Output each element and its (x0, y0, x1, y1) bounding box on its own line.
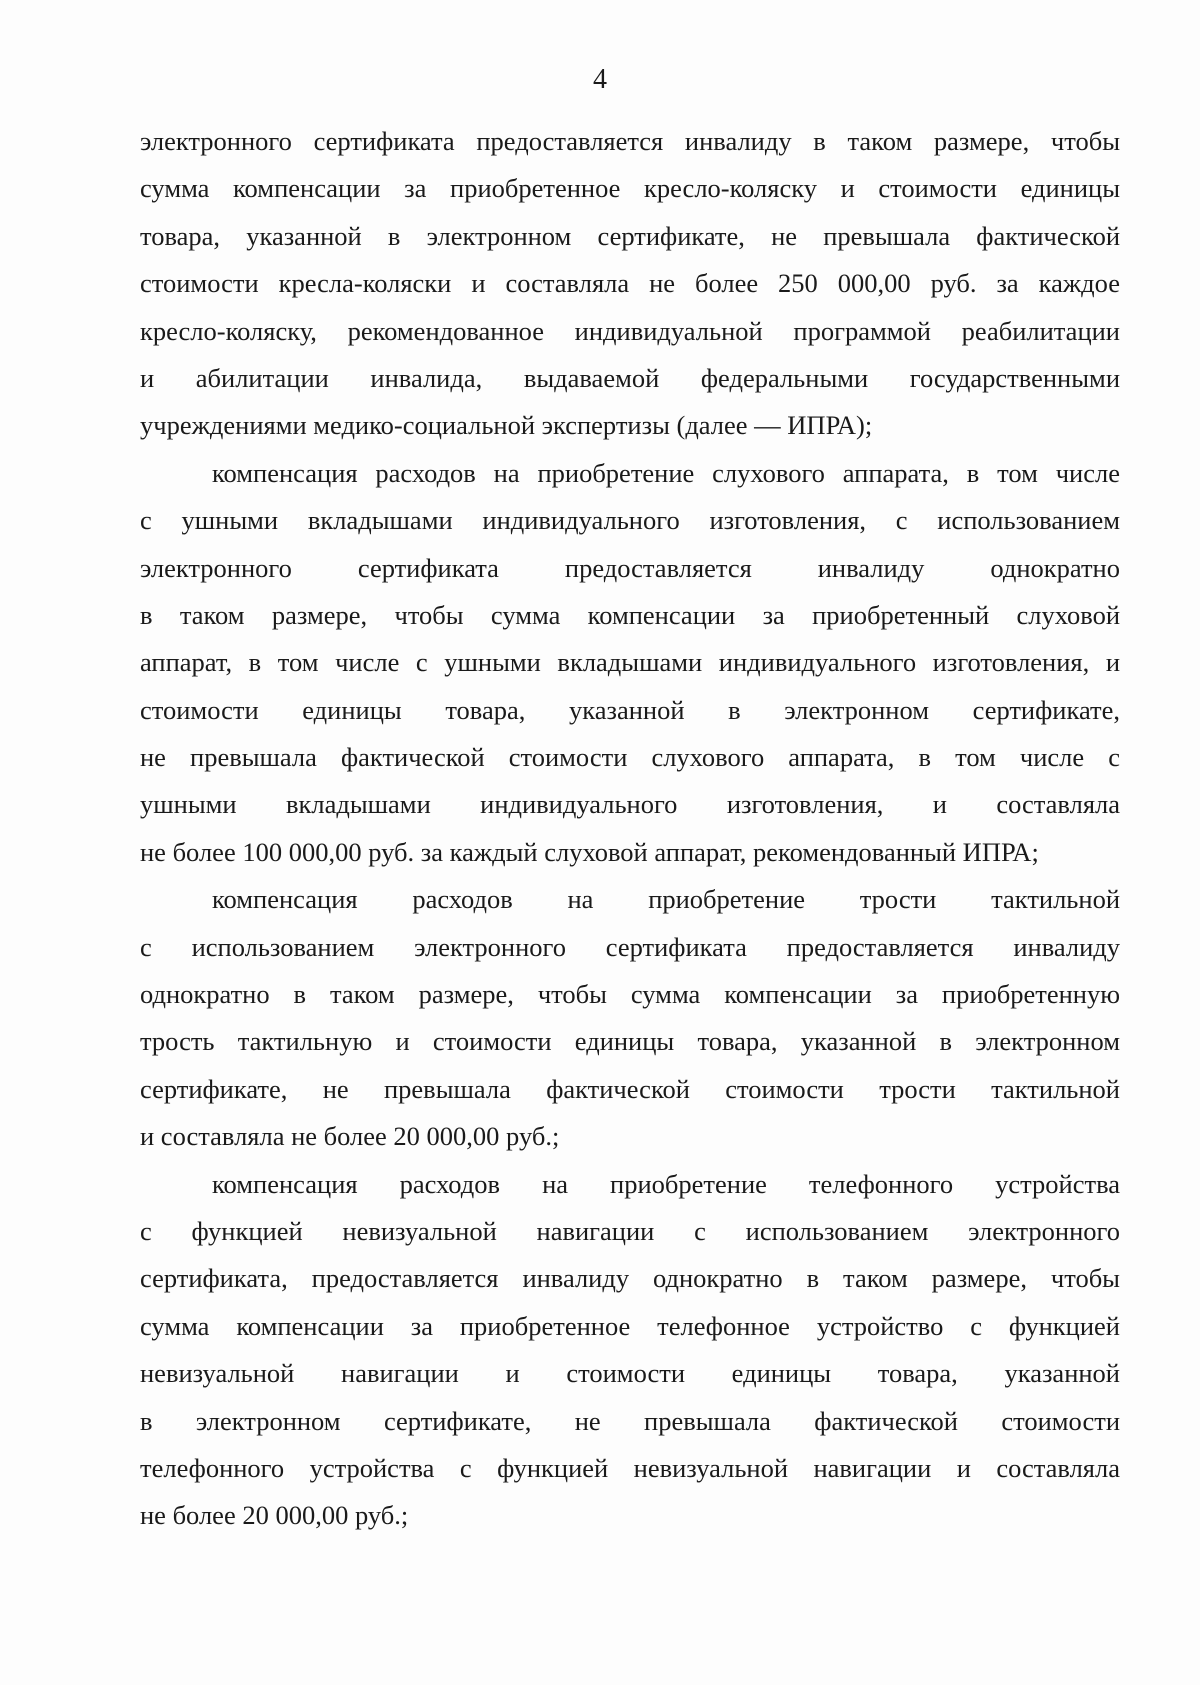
text-line: однократно в таком размере, чтобы сумма компенсации за приобретенную (140, 979, 1120, 1010)
text-line: учреждениями медико-социальной экспертизы (далее — ИПРА); (140, 410, 873, 441)
text-line: кресло-коляску, рекомендованное индивидуальной программой реабилитации (140, 315, 1120, 346)
text-line: не превышала фактической стоимости слухового аппарата, в том числе с (140, 742, 1120, 773)
text-line: не более 100 000,00 руб. за каждый слуховой аппарат, рекомендованный ИПРА; (140, 836, 1039, 867)
page-number: 4 (593, 64, 607, 95)
text-line: компенсация расходов на приобретение телефонного устройства (212, 1168, 1120, 1199)
text-line: телефонного устройства с функцией невизуальной навигации и составляла (140, 1452, 1120, 1483)
text-line: сумма компенсации за приобретенное телефонное устройство с функцией (140, 1310, 1120, 1341)
text-line: сертификате, не превышала фактической стоимости трости тактильной (140, 1073, 1120, 1104)
text-line: компенсация расходов на приобретение слухового аппарата, в том числе (212, 457, 1120, 488)
text-line: стоимости единицы товара, указанной в электронном сертификате, (140, 694, 1120, 725)
text-line: невизуальной навигации и стоимости единицы товара, указанной (140, 1358, 1120, 1389)
text-line: аппарат, в том числе с ушными вкладышами индивидуального изготовления, и (140, 647, 1120, 678)
text-line: электронного сертификата предоставляется инвалиду в таком размере, чтобы (140, 126, 1120, 156)
text-line: с ушными вкладышами индивидуального изготовления, с использованием (140, 505, 1120, 536)
text-line: электронного сертификата предоставляется инвалиду однократно (140, 552, 1120, 583)
text-line: с функцией невизуальной навигации с использованием электронного (140, 1215, 1120, 1246)
text-line: в электронном сертификате, не превышала фактической стоимости (140, 1405, 1120, 1436)
text-line: в таком размере, чтобы сумма компенсации за приобретенный слуховой (140, 599, 1120, 630)
text-line: сертификата, предоставляется инвалиду однократно в таком размере, чтобы (140, 1263, 1120, 1294)
paragraph (140, 1161, 1120, 1540)
text-line: компенсация расходов на приобретение трости тактильной (212, 884, 1120, 915)
paragraph (140, 876, 1120, 1160)
text-line: и абилитации инвалида, выдаваемой федеральными государственными (140, 362, 1120, 393)
paragraph (140, 450, 1120, 877)
paragraph (140, 118, 1120, 450)
text-line: с использованием электронного сертификата предоставляется инвалиду (140, 931, 1120, 962)
text-line: товара, указанной в электронном сертификате, не превышала фактической (140, 220, 1120, 251)
text-line: и составляла не более 20 000,00 руб.; (140, 1121, 560, 1152)
text-line: не более 20 000,00 руб.; (140, 1500, 409, 1531)
text-line: сумма компенсации за приобретенное кресло-коляску и стоимости единицы (140, 173, 1120, 204)
document-body (140, 118, 1120, 1540)
text-line: трость тактильную и стоимости единицы товара, указанной в электронном (140, 1026, 1120, 1057)
text-line: ушными вкладышами индивидуального изготовления, и составляла (140, 789, 1120, 820)
text-line: стоимости кресла-коляски и составляла не более 250 000,00 руб. за каждое (140, 268, 1120, 299)
